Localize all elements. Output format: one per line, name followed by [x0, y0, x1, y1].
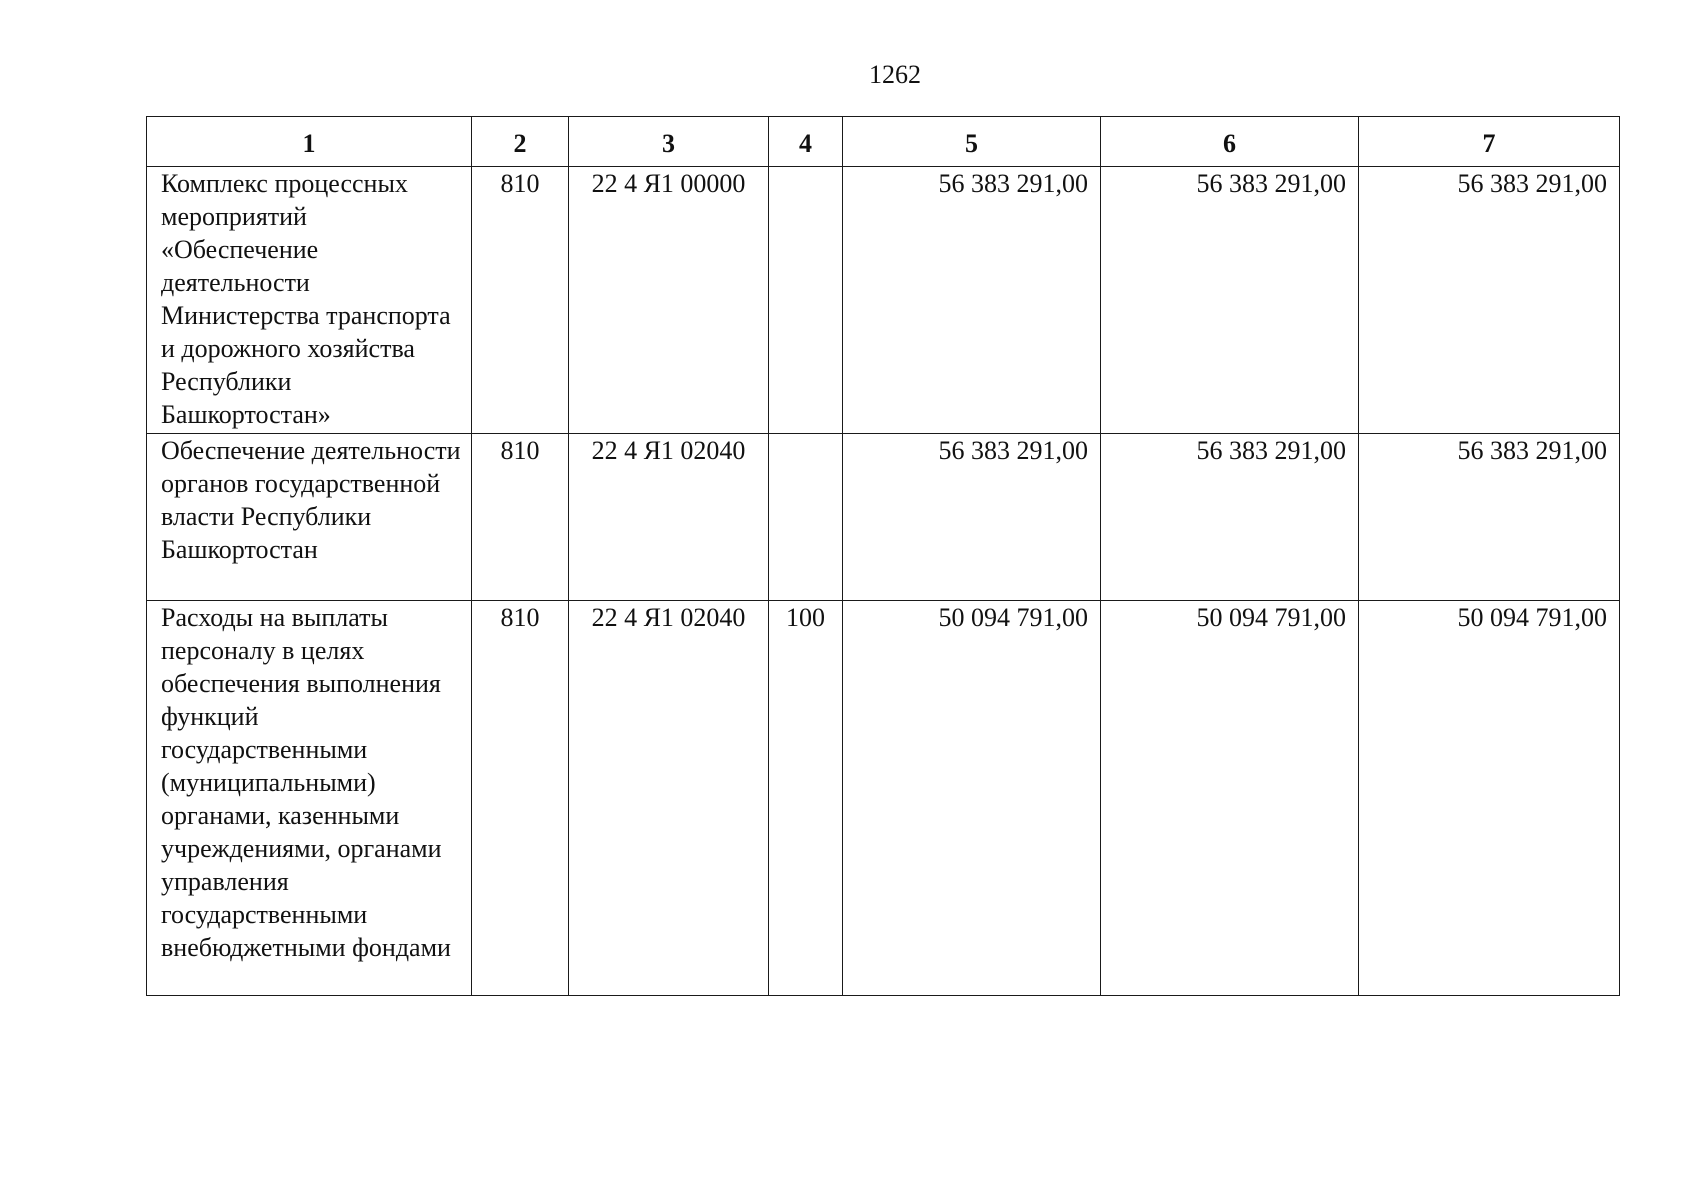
- row-col6-cell: 56 383 291,00: [1101, 434, 1359, 601]
- row-name-cell: Комплекс процессных мероприятий «Обеспечение деятельности Министерства транспорта и дорожного хозяйства Республики Башкортостан»: [147, 167, 472, 434]
- table-header-row: [147, 117, 1620, 167]
- row-col6-cell: 56 383 291,00: [1101, 167, 1359, 434]
- table-row: [147, 601, 1620, 996]
- page-number: 1262: [869, 60, 921, 89]
- table-row: [147, 167, 1620, 434]
- header-col-5: 5: [843, 117, 1101, 167]
- row-col2-cell: 810: [472, 434, 569, 601]
- row-col7-cell: 56 383 291,00: [1359, 167, 1620, 434]
- row-col7-cell: 50 094 791,00: [1359, 601, 1620, 996]
- header-col-6: 6: [1101, 117, 1359, 167]
- row-col2-cell: 810: [472, 601, 569, 996]
- table-row: [147, 434, 1620, 601]
- header-col-3: 3: [569, 117, 769, 167]
- row-col3-cell: 22 4 Я1 00000: [569, 167, 769, 434]
- row-col3-cell: 22 4 Я1 02040: [569, 601, 769, 996]
- row-col4-cell: [769, 434, 843, 601]
- row-col6-cell: 50 094 791,00: [1101, 601, 1359, 996]
- row-col5-cell: 56 383 291,00: [843, 167, 1101, 434]
- row-col4-cell: 100: [769, 601, 843, 996]
- header-col-4: 4: [769, 117, 843, 167]
- row-name-cell: Обеспечение деятельности органов государственной власти Республики Башкортостан: [147, 434, 472, 601]
- header-col-2: 2: [472, 117, 569, 167]
- row-col5-cell: 56 383 291,00: [843, 434, 1101, 601]
- row-col7-cell: 56 383 291,00: [1359, 434, 1620, 601]
- budget-table: [146, 116, 1620, 996]
- row-col2-cell: 810: [472, 167, 569, 434]
- row-col4-cell: [769, 167, 843, 434]
- row-col5-cell: 50 094 791,00: [843, 601, 1101, 996]
- row-col3-cell: 22 4 Я1 02040: [569, 434, 769, 601]
- header-col-7: 7: [1359, 117, 1620, 167]
- header-col-1: 1: [147, 117, 472, 167]
- row-name-cell: Расходы на выплаты персоналу в целях обеспечения выполнения функций государственными (муниципальными) органами, казенными учреждениями, органами управления государственными внебюджетными фондами: [147, 601, 472, 996]
